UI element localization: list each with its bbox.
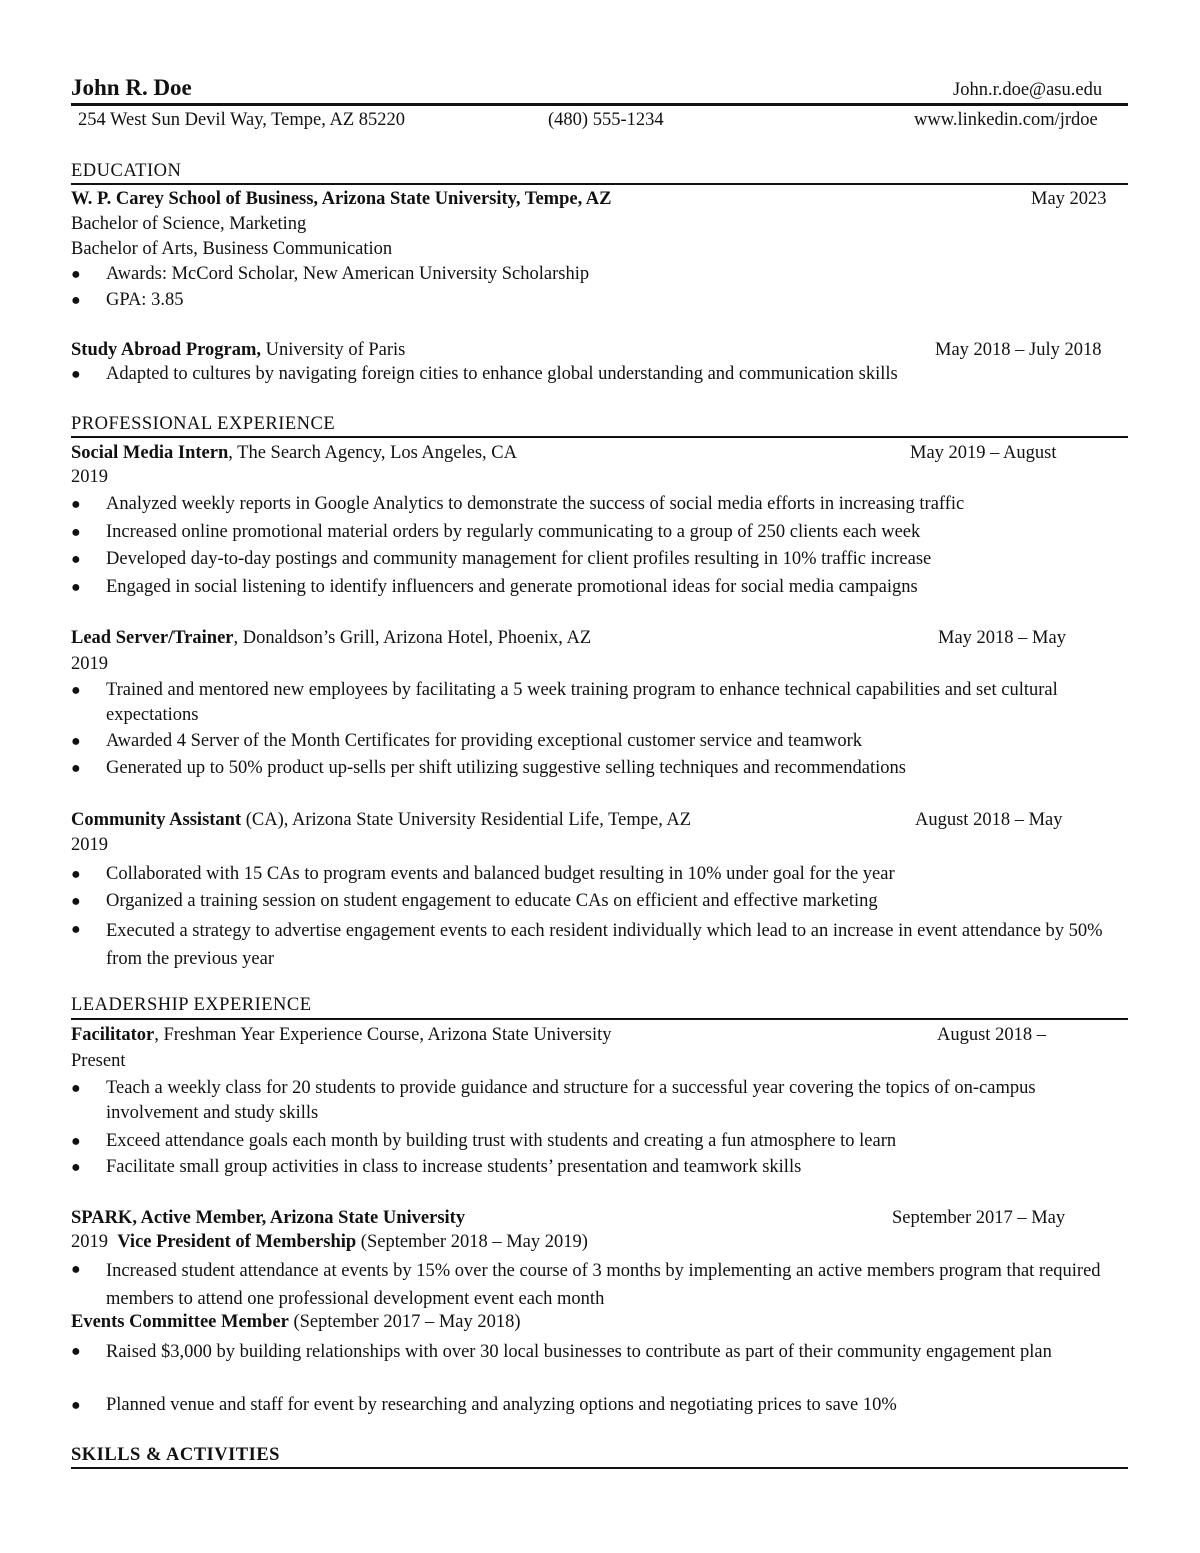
role-date: August 2018 – (937, 1025, 1046, 1045)
education-school (71, 187, 612, 212)
study-abroad: Study Abroad Program, University of Paris (71, 340, 406, 360)
email-address[interactable]: John.r.doe@asu.edu (953, 80, 1103, 100)
school-name: W. P. Carey School of Business, Arizona State University, Tempe, AZ (71, 189, 612, 209)
section-title-professional: PROFESSIONAL EXPERIENCE (71, 414, 336, 434)
bullet-icon: ● (71, 1080, 81, 1097)
linkedin-url[interactable]: www.linkedin.com/jrdoe (914, 110, 1098, 130)
bullet-icon: ● (71, 1397, 81, 1414)
job-date-continued: 2019 (71, 467, 108, 487)
job-date: May 2018 – May (938, 628, 1066, 648)
candidate-name: John R. Doe (71, 75, 192, 100)
bullet-icon: ● (71, 760, 81, 777)
bullet-icon: ● (71, 266, 81, 283)
job-heading: Social Media Intern, The Search Agency, Los Angeles, CA (71, 443, 517, 463)
events-committee-heading: Events Committee Member (September 2017 – May 2018) (71, 1312, 521, 1332)
bullet-icon: ● (71, 893, 81, 910)
degree-bs: Bachelor of Science, Marketing (71, 214, 307, 234)
header-divider (71, 103, 1128, 106)
bullet-icon: ● (71, 1261, 81, 1278)
bullet-icon: ● (71, 366, 81, 383)
bullet-icon: ● (71, 1159, 81, 1176)
role-date-continued: Present (71, 1051, 126, 1071)
resume-page: John R. Doe John.r.doe@asu.edu 254 West Sun Devil Way, Tempe, AZ 85220 (480) 555-1234 www.linkedin.com/jrdoe EDUCATION W. P. Carey School of Business, Arizona State University, Tempe, AZ May 2023 Bachelor of Science, Marketing Bachelor of Arts, Business Communication ● Awards: McCord Scholar, New American University Scholarship ● GPA: 3.85 Study Abroad Program, University of Paris May 2018 – July 2018 ● Adapted to cultures by navigating foreign cities to enhance global understanding and communication skills PROFESSIONAL EXPERIENCE Social Media Intern, The Search Agency, Los Angeles, CA May 2019 – August 2019 ● Analyzed weekly reports in Google Analytics to demonstrate the success of social media efforts in increasing traffic ● Increased online promotional material orders by regularly communicating to a group of 250 clients each week ● Developed day-to-day postings and community management for client profiles resulting in 10% traffic increase ● Engaged in social listening to identify influencers and generate promotional ideas for social media campaigns Lead Server/Trainer, Donaldson’s Grill, Arizona Hotel, Phoenix, AZ May 2018 – May 2019 ● Trained and mentored new employees by facilitating a 5 week training program to enhance technical capabilities and set cultural expectations ● Awarded 4 Server of the Month Certificates for providing exceptional customer service and teamwork ● Generated up to 50% product up-sells per shift utilizing suggestive selling techniques and recommendations Community Assistant (CA), Arizona State University Residential Life, Tempe, AZ August 2018 – May 2019 ● Collaborated with 15 CAs to program events and balanced budget resulting in 10% under goal for the year ● Organized a training session on student engagement to educate CAs on efficient and effective marketing ● Executed a strategy to advertise engagement events to each resident individually which lead to an increase in event attendance by 50% from the previous year LEADERSHIP EXPERIENCE Facilitator, Freshman Year Experience Course, Arizona State University August 2018 – Present ● Teach a weekly class for 20 students to provide guidance and structure for a successful year covering the topics of on-campus involvement and study skills ● Exceed attendance goals each month by building trust with students and creating a fun atmosphere to learn ● Facilitate small group activities in class to increase students’ presentation and teamwork skills SPARK, Active Member, Arizona State University September 2017 – May 2019 Vice President of Membership (September 2018 – May 2019) ● Increased student attendance at events by 15% over the course of 3 months by implementing an active members program that required members to attend one professional development event each month Events Committee Member (September 2017 – May 2018) ● Raised $3,000 by building relationships with over 30 local businesses to contribute as part of their community engagement plan ● Planned venue and staff for event by researching and analyzing options and negotiating prices to save 10% SKILLS & ACTIVITIES (0, 0, 1200, 1553)
role-heading: Facilitator, Freshman Year Experience Course, Arizona State University (71, 1025, 612, 1045)
bullet-icon: ● (71, 921, 81, 938)
bullet-icon: ● (71, 733, 81, 750)
bullet-icon: ● (71, 496, 81, 513)
bullet-icon: ● (71, 551, 81, 568)
job-heading: Lead Server/Trainer, Donaldson’s Grill, Arizona Hotel, Phoenix, AZ (71, 628, 592, 648)
job-date-continued: 2019 (71, 654, 108, 674)
study-abroad-date: May 2018 – July 2018 (935, 340, 1102, 360)
job-date: August 2018 – May (915, 810, 1063, 830)
section-divider (71, 436, 1128, 438)
bullet-icon: ● (71, 524, 81, 541)
street-address: 254 West Sun Devil Way, Tempe, AZ 85220 (78, 110, 405, 130)
job-date: May 2019 – August (910, 443, 1057, 463)
section-title-leadership: LEADERSHIP EXPERIENCE (71, 995, 312, 1015)
section-title-skills: SKILLS & ACTIVITIES (71, 1445, 280, 1465)
job-date-continued: 2019 (71, 835, 108, 855)
phone-number: (480) 555-1234 (548, 110, 664, 130)
bullet-icon: ● (71, 1133, 81, 1150)
bullet-icon: ● (71, 682, 81, 699)
bullet-icon: ● (71, 1343, 81, 1360)
degree-ba: Bachelor of Arts, Business Communication (71, 239, 393, 259)
spark-heading: SPARK, Active Member, Arizona State University (71, 1208, 466, 1228)
spark-vp-line: 2019 Vice President of Membership (September 2018 – May 2019) (71, 1232, 588, 1252)
section-divider (71, 183, 1128, 185)
job-heading: Community Assistant (CA), Arizona State University Residential Life, Tempe, AZ (71, 810, 692, 830)
section-divider (71, 1467, 1128, 1469)
bullet-icon: ● (71, 292, 81, 309)
education-date: May 2023 (1031, 189, 1107, 209)
spark-date: September 2017 – May (892, 1208, 1066, 1228)
section-divider (71, 1018, 1128, 1020)
section-title-education: EDUCATION (71, 161, 182, 181)
bullet-icon: ● (71, 866, 81, 883)
bullet-icon: ● (71, 579, 81, 596)
